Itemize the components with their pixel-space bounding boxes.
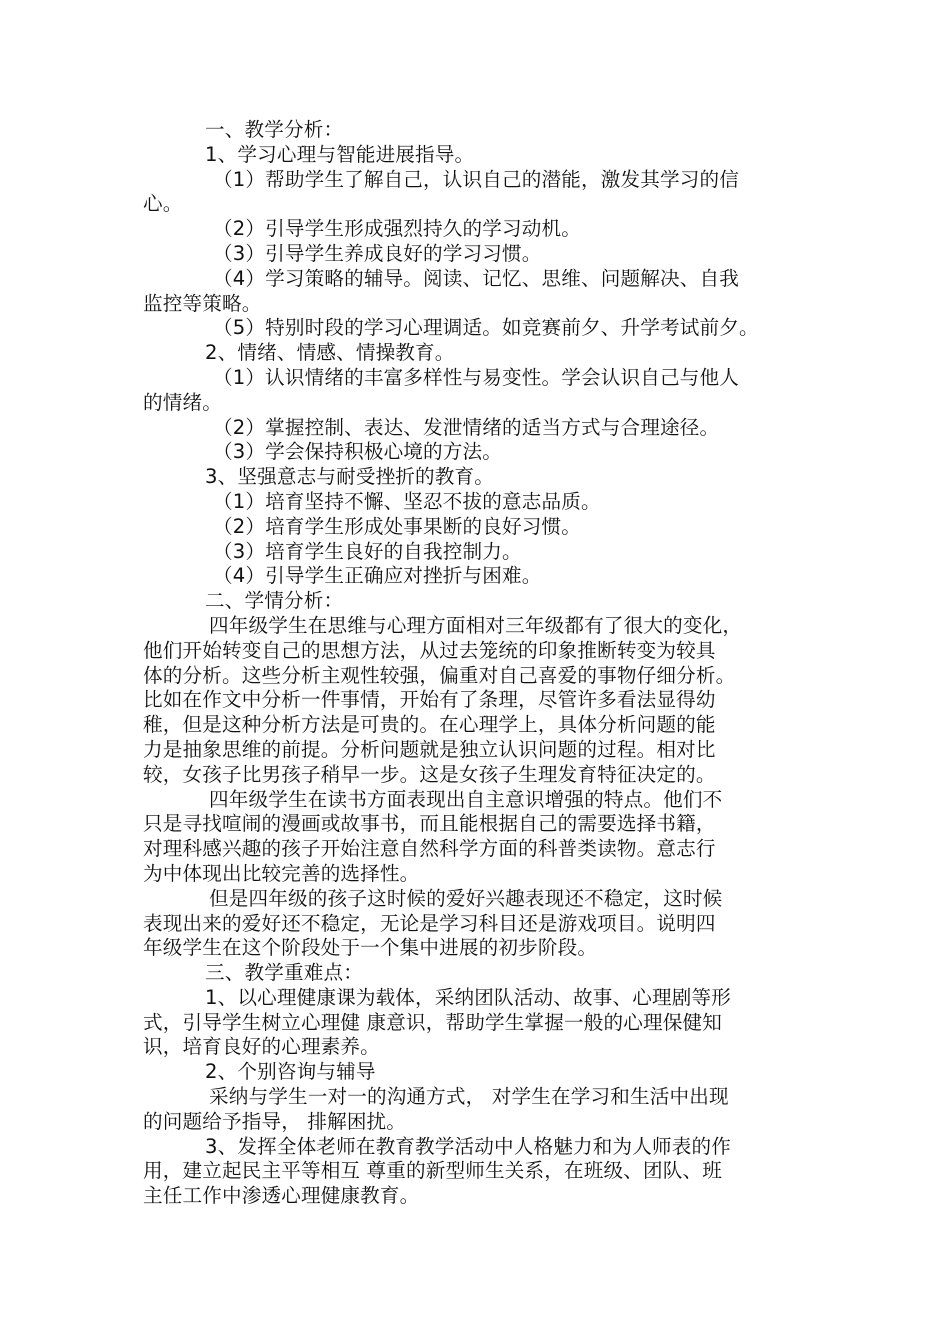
text-line: 四年级学生在读书方面表现出自主意识增强的特点。他们不 [209, 787, 723, 811]
text-line: （4）学习策略的辅导。阅读、记忆、思维、问题解决、自我 [213, 266, 739, 290]
text-line: 的问题给予指导， 排解困扰。 [143, 1109, 407, 1133]
text-line: 识，培育良好的心理素养。 [143, 1035, 380, 1059]
text-line: （2）引导学生形成强烈持久的学习动机。 [213, 217, 582, 241]
text-line: 1、学习心理与智能进展指导。 [205, 142, 475, 166]
text-line: 3、坚强意志与耐受挫折的教育。 [205, 465, 495, 489]
text-line: （3）培育学生良好的自我控制力。 [213, 539, 522, 563]
text-line: 1、以心理健康课为载体，采纳团队活动、故事、心理剧等形 [205, 985, 731, 1009]
text-line: 2、个别咨询与辅导 [205, 1060, 376, 1084]
text-line: 2、情绪、情感、情操教育。 [205, 341, 455, 365]
text-line: 比如在作文中分析一件事情，开始有了条理，尽管许多看法显得幼 [143, 688, 716, 712]
text-line: 三、教学重难点： [205, 961, 363, 985]
text-line: 体的分析。这些分析主观性较强，偏重对自己喜爱的事物仔细分析。 [143, 663, 736, 687]
text-line: 只是寻找喧闹的漫画或故事书，而且能根据自己的需要选择书籍， [143, 812, 716, 836]
text-line: 心。 [143, 192, 183, 216]
text-line: （3）学会保持积极心境的方法。 [213, 440, 503, 464]
text-line: （4）引导学生正确应对挫折与困难。 [213, 564, 542, 588]
text-line: 二、学情分析： [205, 589, 344, 613]
text-line: 他们开始转变自己的思想方法，从过去笼统的印象推断转变为较具 [143, 638, 716, 662]
text-line: 主任工作中渗透心理健康教育。 [143, 1184, 420, 1208]
text-line: 为中体现出比较完善的选择性。 [143, 861, 420, 885]
text-line: 年级学生在这个阶段处于一个集中进展的初步阶段。 [143, 936, 598, 960]
text-line: 3、发挥全体老师在教育教学活动中人格魅力和为人师表的作 [205, 1134, 731, 1158]
text-line: 采纳与学生一对一的沟通方式， 对学生在学习和生活中出现 [209, 1085, 729, 1109]
text-line: 但是四年级的孩子这时候的爱好兴趣表现还不稳定，这时候 [209, 886, 723, 910]
text-line: 稚，但是这种分析方法是可贵的。在心理学上，具体分析问题的能 [143, 713, 716, 737]
text-line: （2）掌握控制、表达、发泄情绪的适当方式与合理途径。 [213, 415, 720, 439]
text-line: 一、教学分析： [205, 118, 344, 141]
text-line: 四年级学生在思维与心理方面相对三年级都有了很大的变化， [209, 613, 743, 637]
text-line: 较，女孩子比男孩子稍早一步。这是女孩子生理发育特征决定的。 [143, 762, 716, 786]
text-line: 力是抽象思维的前提。分析问题就是独立认识问题的过程。相对比 [143, 737, 716, 761]
document-body [143, 118, 825, 1209]
text-line: （1）帮助学生了解自己，认识自己的潜能，激发其学习的信 [213, 167, 739, 191]
text-line: （1）认识情绪的丰富多样性与易变性。学会认识自己与他人 [213, 365, 739, 389]
text-line: （2）培育学生形成处事果断的良好习惯。 [213, 514, 582, 538]
text-line: （3）引导学生养成良好的学习习惯。 [213, 241, 542, 265]
text-line: 的情绪。 [143, 390, 222, 414]
text-line: 式，引导学生树立心理健 康意识，帮助学生掌握一般的心理保健知 [143, 1010, 722, 1034]
text-line: 表现出来的爱好还不稳定，无论是学习科目还是游戏项目。说明四 [143, 911, 716, 935]
text-line: （5）特别时段的学习心理调适。如竞赛前夕、升学考试前夕。 [213, 316, 759, 340]
text-line: 用，建立起民主平等相互 尊重的新型师生关系，在班级、团队、班 [143, 1159, 722, 1183]
text-line: 对理科感兴趣的孩子开始注意自然科学方面的科普类读物。意志行 [143, 837, 716, 861]
text-line: 监控等策略。 [143, 291, 262, 315]
text-line: （1）培育坚持不懈、坚忍不拔的意志品质。 [213, 489, 601, 513]
